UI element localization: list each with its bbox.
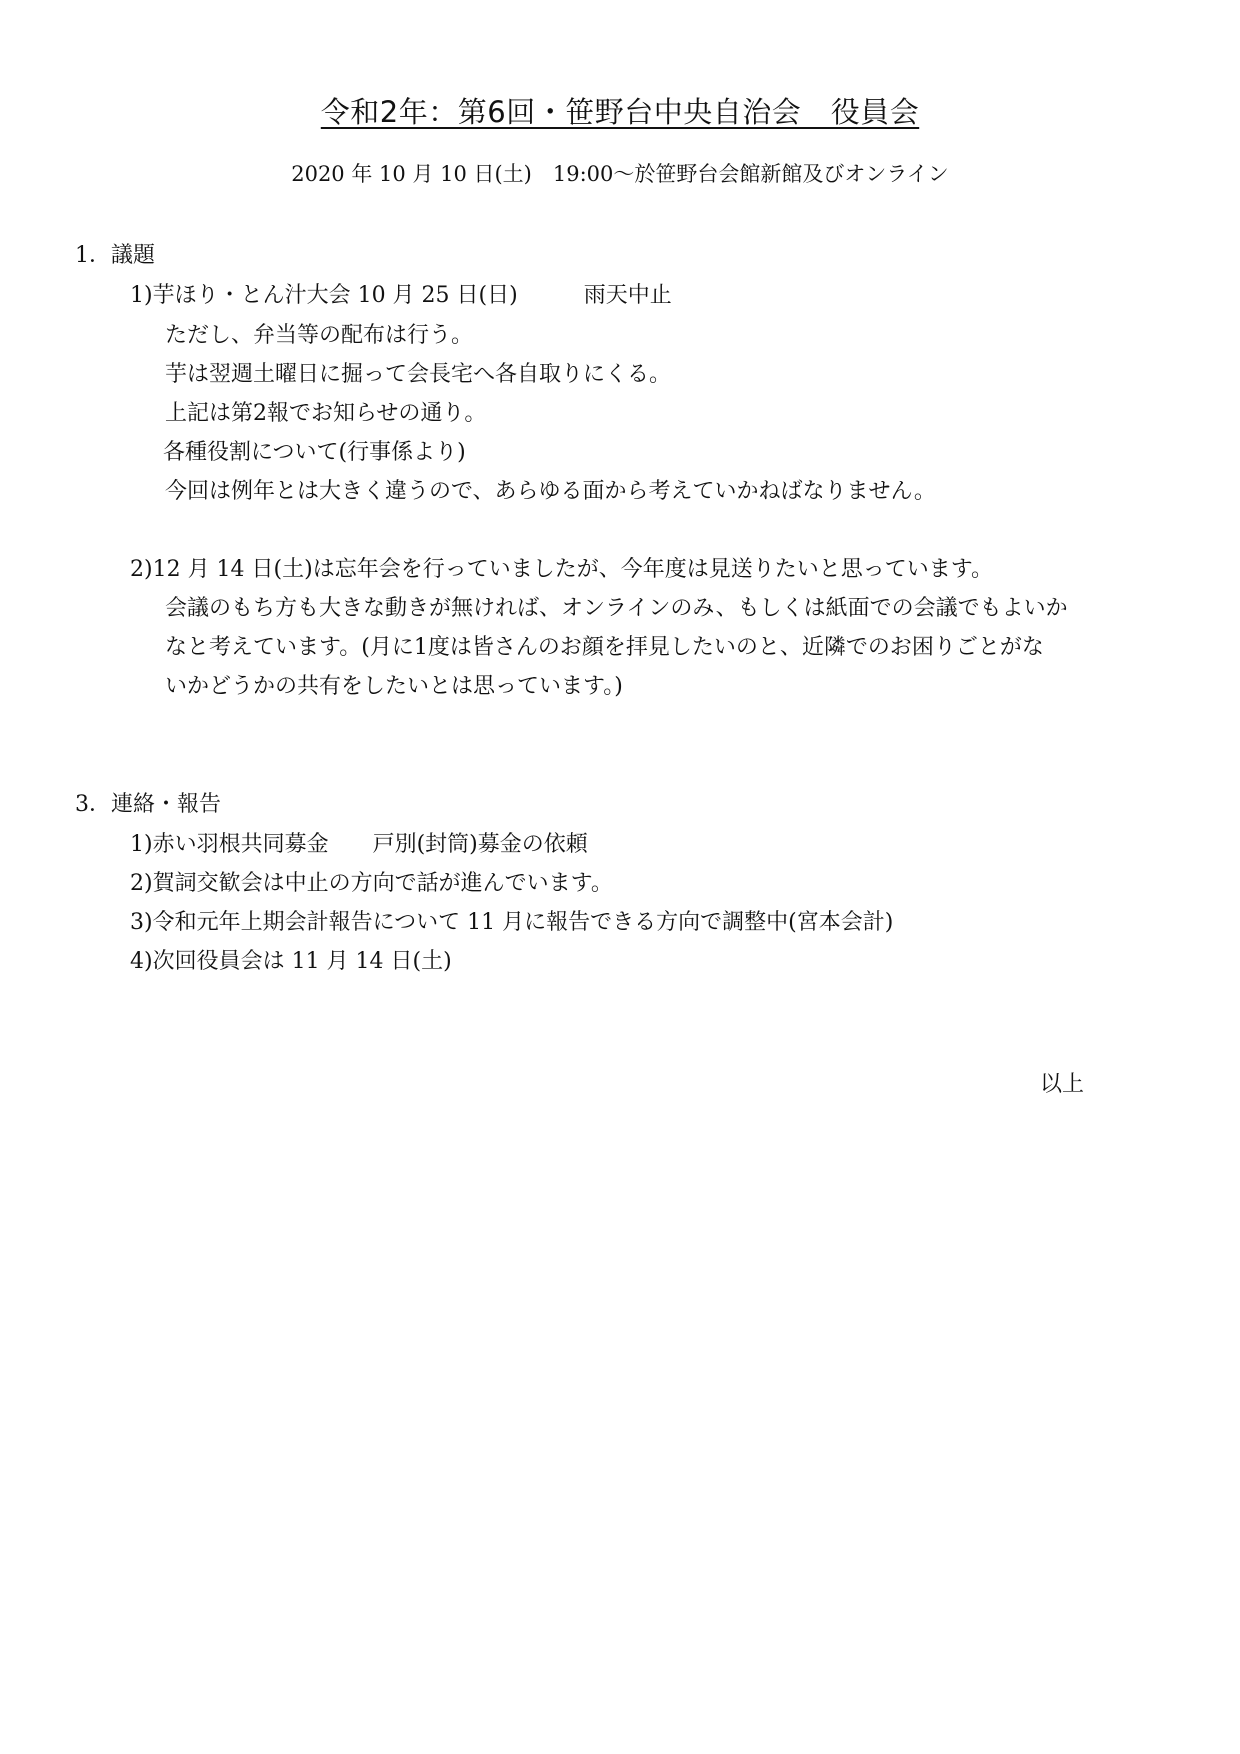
agenda-item-2-note-3: いかどうかの共有をしたいとは思っています。) (165, 674, 623, 699)
agenda-item-1-note-4: 各種役割について(行事係より) (163, 440, 466, 465)
agenda-item-2-note-1: 会議のもち方も大きな動きが無ければ、オンラインのみ、もしくは紙面での会議でもよいか (165, 596, 1068, 621)
report-item-4: 4)次回役員会は 11 月 14 日(土) (130, 949, 452, 974)
agenda-item-2-note-2: なと考えています。(月に1度は皆さんのお顔を拝見したいのと、近隣でのお困りごとがな (165, 635, 1044, 660)
agenda-item-2: 2)12 月 14 日(土)は忘年会を行っていましたが、今年度は見送りたいと思っています。 (130, 557, 993, 582)
meeting-date-location: 2020 年 10 月 10 日(土) 19:00～於笹野台会館新館及びオンライン (291, 162, 949, 186)
section-agenda-heading: 1．議題 (75, 243, 155, 268)
agenda-item-1-note-3: 上記は第2報でお知らせの通り。 (165, 401, 487, 426)
document-title: 令和2年：第6回・笹野台中央自治会 役員会 (320, 95, 920, 129)
agenda-item-1: 1)芋ほり・とん汁大会 10 月 25 日(日) 雨天中止 (130, 283, 672, 308)
report-item-2: 2)賀詞交歓会は中止の方向で話が進んでいます。 (130, 871, 613, 896)
report-item-3: 3)令和元年上期会計報告について 11 月に報告できる方向で調整中(宮本会計) (130, 910, 894, 935)
section-reports-heading: 3．連絡・報告 (75, 792, 221, 817)
closing-text: 以上 (1040, 1072, 1085, 1097)
agenda-item-1-note-1: ただし、弁当等の配布は行う。 (165, 323, 474, 348)
agenda-item-1-note-2: 芋は翌週土曜日に掘って会長宅へ各自取りにくる。 (165, 362, 672, 387)
agenda-item-1-note-5: 今回は例年とは大きく違うので、あらゆる面から考えていかねばなりません。 (165, 479, 936, 504)
report-item-1: 1)赤い羽根共同募金 戸別(封筒)募金の依頼 (130, 832, 588, 857)
